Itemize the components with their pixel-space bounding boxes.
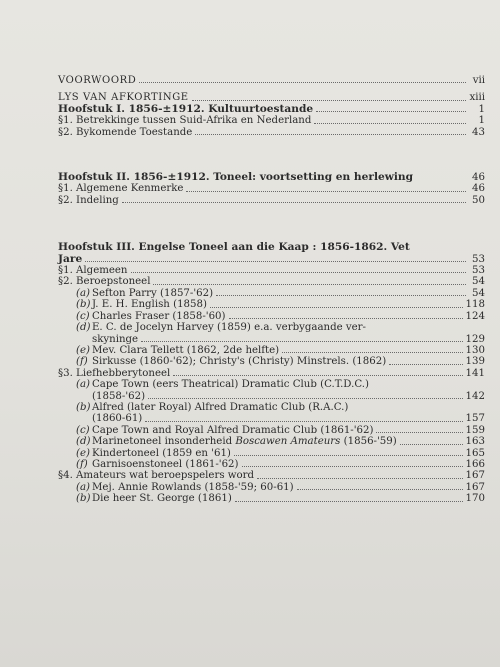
toc-label: Charles Fraser (1858-'60) <box>92 310 226 322</box>
toc-chapter-3-cont[interactable] <box>58 254 485 265</box>
item-letter: (a) <box>76 287 91 299</box>
chapter-title: Hoofstuk I. 1856-±1912. Kultuurtoestande <box>58 102 314 115</box>
item-letter: (c) <box>76 310 90 322</box>
item-letter: (e) <box>76 447 90 459</box>
toc-page: 166 <box>465 458 485 470</box>
leader-dots <box>314 123 466 124</box>
toc-entry-ch3-s3[interactable] <box>58 368 485 379</box>
toc-label: Sirkusse (1860-'62); Christy's (Christy) Minstrels. (1862) <box>92 356 387 368</box>
leader-dots <box>186 191 466 192</box>
leader-dots <box>139 82 466 83</box>
toc-label: §2. Beroepstoneel <box>58 276 151 288</box>
leader-dots <box>235 501 463 502</box>
toc-page: 53 <box>472 253 485 265</box>
toc-entry-ch2-s2[interactable] <box>58 195 485 206</box>
toc-label: Mej. Annie Rowlands (1858-'59; 60-61) <box>92 481 294 493</box>
leader-dots <box>141 341 462 342</box>
toc-page: 1 <box>478 103 485 115</box>
item-letter: (d) <box>76 322 91 334</box>
item-letter: (b) <box>76 299 91 311</box>
toc-label: E. C. de Jocelyn Harvey (1859) e.a. verbygaande ver- <box>92 322 366 334</box>
toc-page: 54 <box>472 276 485 288</box>
toc-label: Marinetoneel insonderheid <box>92 436 233 448</box>
toc-label: §2. Indeling <box>58 194 119 206</box>
toc-page: 124 <box>465 310 485 322</box>
toc-entry-ch3-s1[interactable] <box>58 265 485 276</box>
leader-dots <box>122 202 466 203</box>
toc-page: 1 <box>478 115 485 127</box>
toc-label-cont: (1858-'62) <box>92 390 146 402</box>
toc-page: vii <box>472 75 485 86</box>
toc-page: 159 <box>465 424 485 436</box>
leader-dots <box>297 489 463 490</box>
toc-label: §4. Amateurs wat beroepspelers word <box>58 470 255 482</box>
chapter-title: Hoofstuk II. 1856-±1912. Toneel: voortsetting en herlewing <box>58 171 413 184</box>
toc-label: Kindertoneel (1859 en '61) <box>92 447 231 459</box>
leader-dots <box>192 100 466 101</box>
leader-dots <box>229 318 463 319</box>
toc-label-italic: Boscawen Amateurs <box>235 436 341 448</box>
toc-page: 46 <box>472 183 485 195</box>
toc-page: 139 <box>465 356 485 368</box>
item-letter: (e) <box>76 344 90 356</box>
toc-chapter-1[interactable] <box>58 104 485 115</box>
item-letter: (b) <box>76 401 91 413</box>
item-letter: (c) <box>76 424 90 436</box>
toc-page: 165 <box>465 447 485 459</box>
item-letter: (f) <box>76 356 88 368</box>
toc-label-cont: (1860-61) <box>92 413 143 425</box>
toc-label: §1. Algemene Kenmerke <box>58 183 184 195</box>
toc-entry-s3-a-cont[interactable] <box>58 391 485 402</box>
item-letter: (b) <box>76 493 91 505</box>
toc-entry-s3-d[interactable] <box>58 436 485 447</box>
toc-label: LYS VAN AFKORTINGE <box>58 92 189 104</box>
toc-label: Die heer St. George (1861) <box>92 493 232 505</box>
toc-page: 129 <box>465 333 485 345</box>
toc-entry-s2-e[interactable] <box>58 345 485 356</box>
toc-entry-ch2-s1[interactable] <box>58 183 485 194</box>
toc-entry-s2-a[interactable] <box>58 288 485 299</box>
toc-entry-s2-d[interactable] <box>58 322 485 333</box>
toc-entry-s2-f[interactable] <box>58 356 485 367</box>
toc-page: 43 <box>472 126 485 138</box>
toc-entry-s3-a[interactable] <box>58 379 485 390</box>
toc-page: 170 <box>465 493 485 505</box>
toc-label: Sefton Parry (1857-'62) <box>92 287 214 299</box>
toc-page: 53 <box>472 265 485 277</box>
toc-page: 157 <box>465 413 485 425</box>
leader-dots <box>131 272 467 273</box>
leader-dots <box>242 466 463 467</box>
item-letter: (a) <box>76 379 91 391</box>
leader-dots <box>85 261 466 262</box>
toc-entry-s2-c[interactable] <box>58 311 485 322</box>
toc-entry-s3-b[interactable] <box>58 402 485 413</box>
leader-dots <box>153 284 466 285</box>
toc-label: Mev. Clara Tellett (1862, 2de helfte) <box>92 344 280 356</box>
leader-dots <box>376 432 462 433</box>
toc-page: 54 <box>472 287 485 299</box>
leader-dots <box>173 375 462 376</box>
chapter-title-line1: Hoofstuk III. Engelse Toneel aan die Kaap : 1856-1862. Vet <box>58 241 410 254</box>
toc-entry-ch3-s4[interactable] <box>58 470 485 481</box>
toc-label: Cape Town (eers Theatrical) Dramatic Club (C.T.D.C.) <box>92 379 369 391</box>
leader-dots <box>145 421 462 422</box>
toc-entry-s4-b[interactable] <box>58 493 485 504</box>
leader-dots <box>282 352 462 353</box>
item-letter: (a) <box>76 481 91 493</box>
toc-page: 118 <box>465 299 485 311</box>
toc-chapter-2[interactable] <box>58 172 485 183</box>
toc-entry-s3-f[interactable] <box>58 459 485 470</box>
leader-dots <box>148 398 462 399</box>
leader-dots <box>195 134 466 135</box>
toc-entry-voorwoord[interactable] <box>58 75 485 86</box>
toc-page: 130 <box>465 344 485 356</box>
toc-page: 163 <box>465 436 485 448</box>
leader-dots <box>257 478 463 479</box>
toc-entry-s3-e[interactable] <box>58 448 485 459</box>
leader-dots <box>210 307 463 308</box>
toc-label-cont: skyninge <box>92 333 139 345</box>
leader-dots <box>234 455 463 456</box>
toc-page: 141 <box>465 367 485 379</box>
leader-dots <box>316 111 466 112</box>
toc-page: 167 <box>465 481 485 493</box>
toc-entry-ch1-s1[interactable] <box>58 115 485 126</box>
toc-entry-s3-b-cont[interactable] <box>58 413 485 424</box>
toc-page: 142 <box>465 390 485 402</box>
toc-entry-s4-a[interactable] <box>58 482 485 493</box>
leader-dots <box>389 364 462 365</box>
chapter-title-line2: Jare <box>58 252 83 265</box>
table-of-contents <box>58 75 485 505</box>
toc-label: J. E. H. English (1858) <box>92 299 207 311</box>
leader-dots <box>400 444 463 445</box>
toc-entry-ch1-s2[interactable] <box>58 127 485 138</box>
toc-page: 167 <box>465 470 485 482</box>
toc-label-rest: (1856-'59) <box>340 436 397 448</box>
toc-page: 50 <box>472 194 485 206</box>
toc-entry-s2-d-cont[interactable] <box>58 334 485 345</box>
toc-label: Garnisoenstoneel (1861-'62) <box>92 458 239 470</box>
toc-entry-s3-c[interactable] <box>58 425 485 436</box>
toc-label: §3. Liefhebberytoneel <box>58 367 171 379</box>
toc-label: §1. Algemeen <box>58 265 128 277</box>
item-letter: (d) <box>76 436 91 448</box>
toc-label: VOORWOORD <box>58 75 137 86</box>
toc-label: §2. Bykomende Toestande <box>58 126 193 138</box>
toc-label: Cape Town and Royal Alfred Dramatic Club (1861-'62) <box>92 424 374 436</box>
toc-chapter-3[interactable] <box>58 242 485 253</box>
toc-label: §1. Betrekkinge tussen Suid-Afrika en Nederland <box>58 115 312 127</box>
toc-label: Alfred (later Royal) Alfred Dramatic Club (R.A.C.) <box>92 401 349 413</box>
toc-page: xiii <box>469 92 485 104</box>
toc-entry-s2-b[interactable] <box>58 299 485 310</box>
toc-entry-ch3-s2[interactable] <box>58 276 485 287</box>
item-letter: (f) <box>76 458 88 470</box>
toc-page: 46 <box>472 172 485 184</box>
leader-dots <box>216 295 466 296</box>
